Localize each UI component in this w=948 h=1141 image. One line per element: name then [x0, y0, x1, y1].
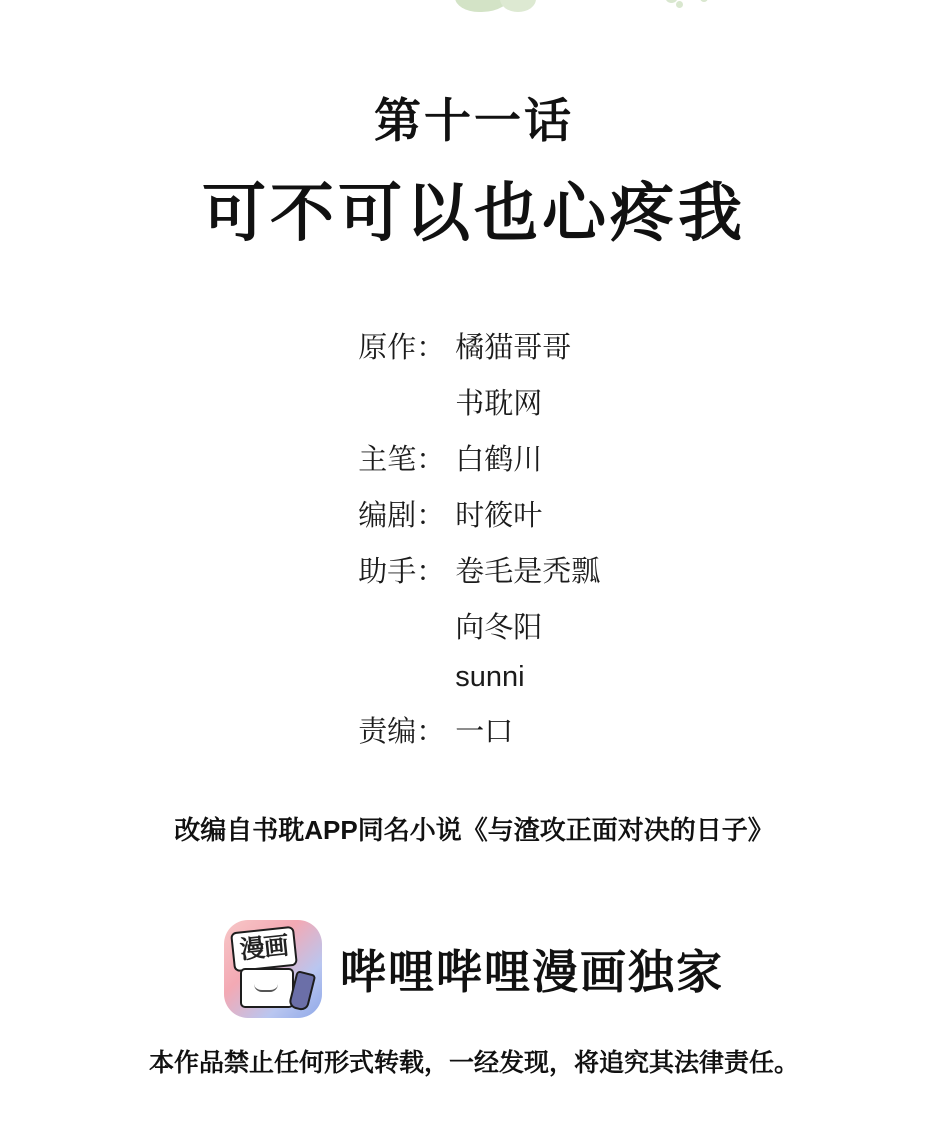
credit-row	[0, 381, 948, 422]
credit-row	[0, 325, 948, 366]
logo-badge-label: 漫画	[230, 926, 298, 972]
credit-row	[0, 709, 948, 750]
credit-label	[0, 661, 455, 694]
brand-text: 哔哩哔哩漫画独家	[340, 946, 724, 998]
decorative-foliage	[0, 0, 948, 8]
credit-row	[0, 605, 948, 646]
bilibili-comics-logo-icon	[224, 920, 322, 1018]
credit-row	[0, 661, 948, 694]
credit-label: 原作：	[358, 332, 446, 364]
credit-row	[0, 493, 948, 534]
credit-value: 向冬阳	[455, 612, 543, 644]
dot-icon	[676, 1, 683, 8]
credit-label	[0, 605, 455, 646]
adapted-from-note: 改编自书耽APP同名小说《与渣攻正面对决的日子》	[174, 815, 774, 845]
chapter-title: 可不可以也心疼我	[202, 177, 746, 249]
dot-icon	[700, 0, 708, 2]
brand-row	[0, 920, 948, 1018]
credits-list	[0, 325, 948, 765]
credit-label: 编剧：	[358, 500, 446, 532]
credit-label: 主笔：	[358, 444, 446, 476]
credit-row	[0, 437, 948, 478]
credit-value: 卷毛是秃瓢	[455, 556, 601, 588]
leaf-icon	[500, 0, 536, 12]
credit-value: 书耽网	[455, 388, 543, 420]
credit-label: 助手：	[358, 556, 446, 588]
credit-label: 责编：	[358, 716, 446, 748]
credit-value: 白鹤川	[455, 444, 543, 476]
credit-value: 橘猫哥哥	[455, 332, 572, 364]
credit-label	[0, 381, 455, 422]
credit-value: 一口	[455, 716, 514, 748]
credit-value: 时筱叶	[455, 500, 543, 532]
credit-row	[0, 549, 948, 590]
credit-value: sunni	[455, 661, 525, 693]
logo-sheet-shape	[240, 968, 294, 1008]
chapter-number: 第十一话	[374, 94, 574, 147]
copyright-notice: 本作品禁止任何形式转载，一经发现，将追究其法律责任。	[148, 1049, 799, 1077]
